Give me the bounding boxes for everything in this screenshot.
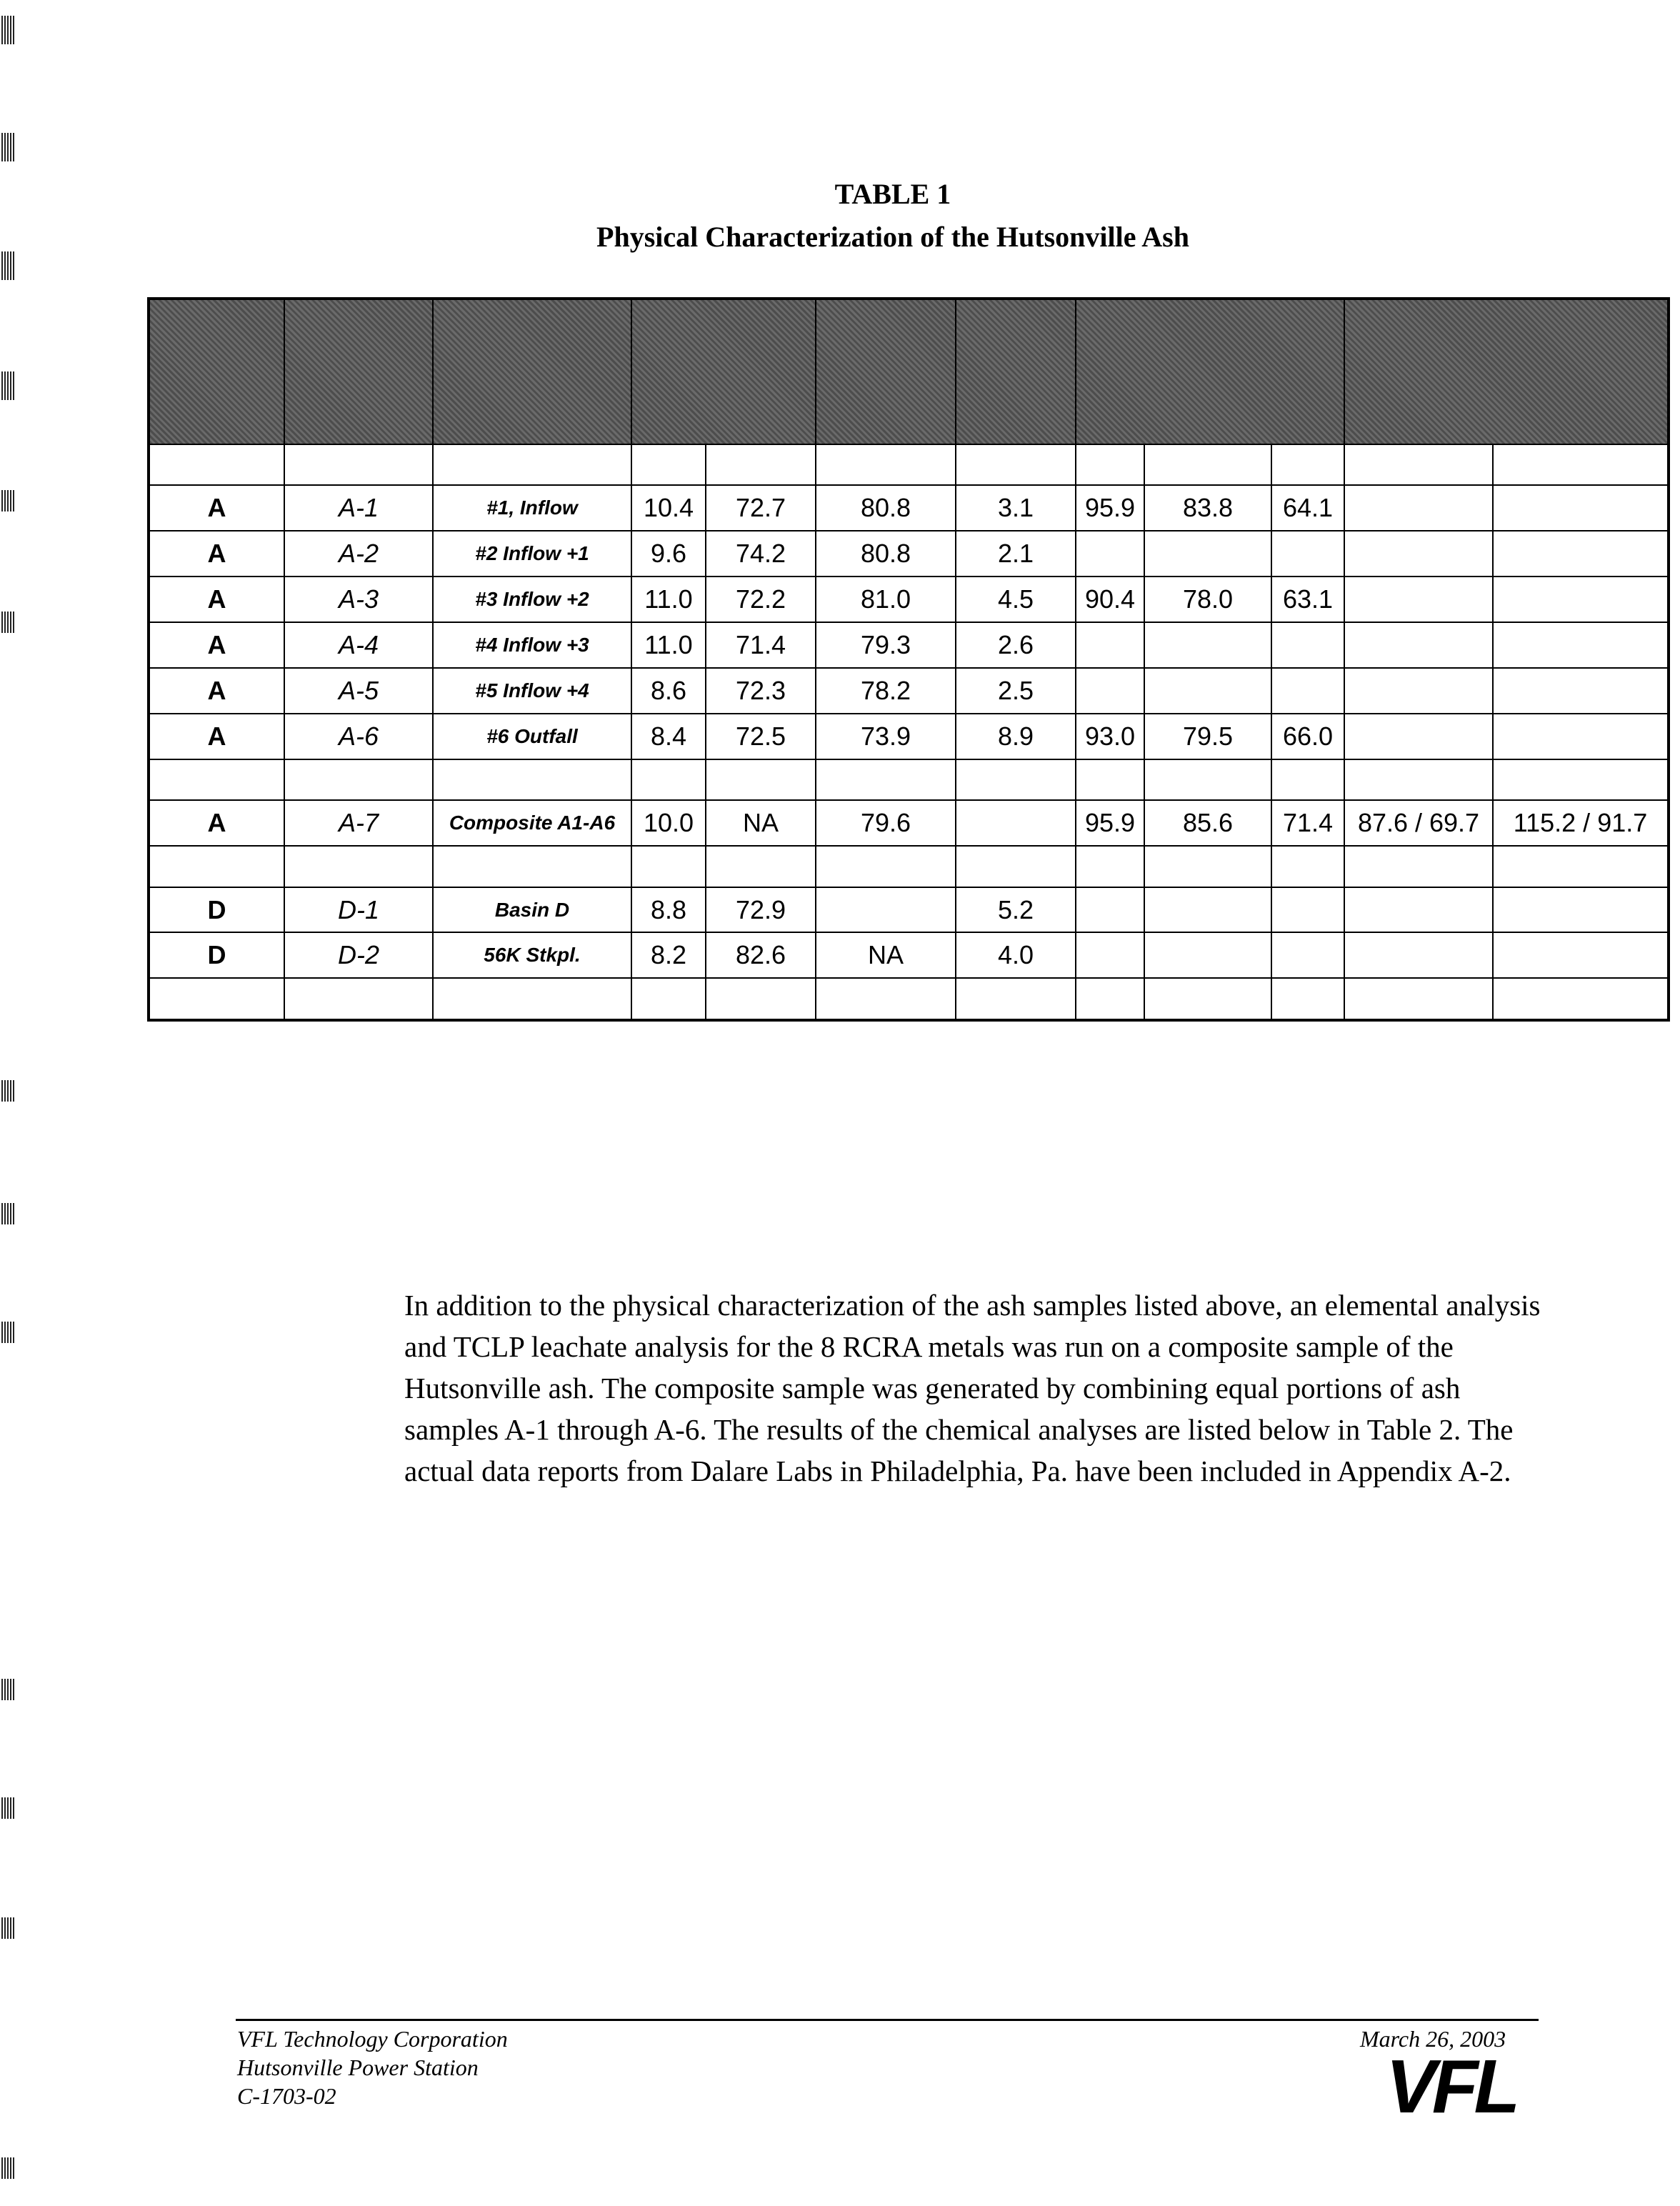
value-cell: 115.2 / 91.7 bbox=[1493, 800, 1669, 846]
value-cell: 4.0 bbox=[956, 932, 1076, 978]
scan-artifact bbox=[1, 1679, 14, 1700]
empty-cell bbox=[284, 978, 433, 1020]
empty-cell bbox=[816, 978, 956, 1020]
value-cell: 82.6 bbox=[706, 932, 816, 978]
header-cell bbox=[816, 299, 956, 444]
value-cell bbox=[1344, 531, 1493, 577]
empty-cell bbox=[433, 978, 631, 1020]
empty-cell bbox=[1076, 846, 1144, 887]
value-cell: 81.0 bbox=[816, 577, 956, 622]
sample-location-cell: #4 Inflow +3 bbox=[433, 622, 631, 668]
value-cell: 8.9 bbox=[956, 714, 1076, 759]
empty-cell bbox=[1493, 978, 1669, 1020]
sample-location-cell: #6 Outfall bbox=[433, 714, 631, 759]
value-cell: 95.9 bbox=[1076, 800, 1144, 846]
value-cell bbox=[1493, 668, 1669, 714]
value-cell bbox=[816, 887, 956, 933]
header-cell bbox=[1076, 299, 1344, 444]
value-cell bbox=[1144, 887, 1271, 933]
empty-cell bbox=[1144, 444, 1271, 485]
value-cell: 8.8 bbox=[631, 887, 706, 933]
value-cell: NA bbox=[816, 932, 956, 978]
empty-cell bbox=[706, 759, 816, 800]
value-cell bbox=[1076, 932, 1144, 978]
value-cell: 10.4 bbox=[631, 485, 706, 531]
value-cell: 63.1 bbox=[1271, 577, 1344, 622]
table-row bbox=[149, 668, 1669, 714]
empty-cell bbox=[816, 846, 956, 887]
basin-cell: A bbox=[149, 577, 284, 622]
value-cell: 72.7 bbox=[706, 485, 816, 531]
empty-cell bbox=[284, 444, 433, 485]
basin-cell: A bbox=[149, 622, 284, 668]
sample-location-cell: #3 Inflow +2 bbox=[433, 577, 631, 622]
sample-number-cell: D-1 bbox=[284, 887, 433, 933]
empty-cell bbox=[1144, 978, 1271, 1020]
scan-artifact bbox=[1, 1917, 14, 1939]
value-cell: 85.6 bbox=[1144, 800, 1271, 846]
scan-artifact bbox=[1, 1322, 14, 1343]
scan-artifact bbox=[1, 612, 14, 633]
scan-artifact bbox=[1, 133, 14, 161]
value-cell: 95.9 bbox=[1076, 485, 1144, 531]
empty-cell bbox=[631, 978, 706, 1020]
basin-cell: D bbox=[149, 887, 284, 933]
blank-row bbox=[149, 759, 1669, 800]
empty-cell bbox=[1493, 846, 1669, 887]
value-cell bbox=[1493, 932, 1669, 978]
value-cell bbox=[1344, 577, 1493, 622]
table-body bbox=[149, 299, 1669, 1020]
table-row bbox=[149, 577, 1669, 622]
value-cell: 80.8 bbox=[816, 485, 956, 531]
scan-artifact bbox=[1, 371, 14, 400]
empty-cell bbox=[1493, 759, 1669, 800]
value-cell bbox=[1076, 668, 1144, 714]
scan-artifact bbox=[1, 16, 14, 44]
value-cell bbox=[1493, 714, 1669, 759]
table-row bbox=[149, 485, 1669, 531]
empty-cell bbox=[149, 759, 284, 800]
value-cell: 8.4 bbox=[631, 714, 706, 759]
value-cell: 80.8 bbox=[816, 531, 956, 577]
basin-cell: D bbox=[149, 932, 284, 978]
empty-cell bbox=[816, 759, 956, 800]
value-cell: 87.6 / 69.7 bbox=[1344, 800, 1493, 846]
scan-artifact bbox=[1, 2157, 14, 2179]
value-cell bbox=[1076, 531, 1144, 577]
empty-cell bbox=[1144, 846, 1271, 887]
empty-cell bbox=[706, 444, 816, 485]
table-title: TABLE 1 bbox=[834, 178, 951, 210]
value-cell bbox=[1271, 668, 1344, 714]
footer-company: VFL Technology Corporation bbox=[237, 2026, 508, 2052]
empty-cell bbox=[1344, 978, 1493, 1020]
value-cell bbox=[1493, 485, 1669, 531]
value-cell: 72.9 bbox=[706, 887, 816, 933]
value-cell bbox=[1271, 932, 1344, 978]
header-cell bbox=[956, 299, 1076, 444]
empty-cell bbox=[706, 846, 816, 887]
header-cell bbox=[433, 299, 631, 444]
value-cell: 71.4 bbox=[1271, 800, 1344, 846]
basin-cell: A bbox=[149, 531, 284, 577]
blank-row bbox=[149, 978, 1669, 1020]
empty-cell bbox=[284, 846, 433, 887]
sample-number-cell: A-7 bbox=[284, 800, 433, 846]
value-cell: 4.5 bbox=[956, 577, 1076, 622]
value-cell: 64.1 bbox=[1271, 485, 1344, 531]
header-cell bbox=[1344, 299, 1669, 444]
vfl-logo: VFL bbox=[1386, 2045, 1516, 2129]
basin-cell: A bbox=[149, 485, 284, 531]
value-cell: 73.9 bbox=[816, 714, 956, 759]
empty-cell bbox=[1344, 846, 1493, 887]
value-cell: 72.2 bbox=[706, 577, 816, 622]
empty-cell bbox=[149, 846, 284, 887]
empty-cell bbox=[1344, 444, 1493, 485]
value-cell: 79.3 bbox=[816, 622, 956, 668]
footer-date: March 26, 2003 bbox=[1360, 2026, 1506, 2052]
sample-location-cell: Basin D bbox=[433, 887, 631, 933]
sample-number-cell: A-3 bbox=[284, 577, 433, 622]
empty-cell bbox=[956, 846, 1076, 887]
characterization-table bbox=[147, 297, 1670, 1022]
body-paragraph: In addition to the physical characterization of the ash samples listed above, an elemental analysis and TCLP leachate analysis for the 8 RCRA metals was run on a composite sample of the Hutsonville ash. The composite sample was generated by combining equal portions of ash samples A-1 through A-6. The results of the chemical analyses are listed below in Table 2. The actual data reports from Dalare Labs in Philadelphia, Pa. have been included in Appendix A-2. bbox=[404, 1289, 1541, 1487]
empty-cell bbox=[1271, 978, 1344, 1020]
value-cell: 9.6 bbox=[631, 531, 706, 577]
value-cell: 10.0 bbox=[631, 800, 706, 846]
table-header-row bbox=[149, 299, 1669, 444]
value-cell: 78.0 bbox=[1144, 577, 1271, 622]
empty-cell bbox=[956, 978, 1076, 1020]
table-row bbox=[149, 932, 1669, 978]
value-cell bbox=[1144, 932, 1271, 978]
sample-number-cell: D-2 bbox=[284, 932, 433, 978]
value-cell: 2.1 bbox=[956, 531, 1076, 577]
value-cell: 90.4 bbox=[1076, 577, 1144, 622]
empty-cell bbox=[631, 444, 706, 485]
sample-location-cell: Composite A1-A6 bbox=[433, 800, 631, 846]
value-cell: NA bbox=[706, 800, 816, 846]
blank-row bbox=[149, 444, 1669, 485]
scan-artifact bbox=[1, 1203, 14, 1224]
empty-cell bbox=[433, 846, 631, 887]
scan-artifact bbox=[1, 490, 14, 511]
value-cell bbox=[1344, 887, 1493, 933]
value-cell bbox=[1344, 668, 1493, 714]
empty-cell bbox=[433, 759, 631, 800]
sample-number-cell: A-6 bbox=[284, 714, 433, 759]
sample-location-cell: #1, Inflow bbox=[433, 485, 631, 531]
scan-artifact bbox=[1, 251, 14, 280]
value-cell bbox=[1144, 531, 1271, 577]
empty-cell bbox=[956, 759, 1076, 800]
header-cell bbox=[631, 299, 816, 444]
value-cell: 83.8 bbox=[1144, 485, 1271, 531]
value-cell bbox=[1493, 577, 1669, 622]
value-cell: 2.5 bbox=[956, 668, 1076, 714]
footer-code: C-1703-02 bbox=[237, 2083, 336, 2109]
sample-location-cell: 56K Stkpl. bbox=[433, 932, 631, 978]
value-cell: 79.6 bbox=[816, 800, 956, 846]
empty-cell bbox=[1344, 759, 1493, 800]
header-cell bbox=[149, 299, 284, 444]
value-cell: 72.3 bbox=[706, 668, 816, 714]
sample-number-cell: A-1 bbox=[284, 485, 433, 531]
scan-artifact bbox=[1, 1797, 14, 1819]
value-cell bbox=[1493, 531, 1669, 577]
empty-cell bbox=[631, 846, 706, 887]
empty-cell bbox=[1076, 444, 1144, 485]
value-cell: 8.6 bbox=[631, 668, 706, 714]
empty-cell bbox=[706, 978, 816, 1020]
table-row bbox=[149, 531, 1669, 577]
empty-cell bbox=[149, 978, 284, 1020]
empty-cell bbox=[1271, 444, 1344, 485]
value-cell: 11.0 bbox=[631, 622, 706, 668]
value-cell: 8.2 bbox=[631, 932, 706, 978]
value-cell: 2.6 bbox=[956, 622, 1076, 668]
sample-number-cell: A-2 bbox=[284, 531, 433, 577]
value-cell bbox=[1076, 622, 1144, 668]
empty-cell bbox=[433, 444, 631, 485]
value-cell bbox=[1271, 887, 1344, 933]
value-cell bbox=[1076, 887, 1144, 933]
value-cell bbox=[1493, 887, 1669, 933]
table-row bbox=[149, 887, 1669, 933]
empty-cell bbox=[1271, 846, 1344, 887]
value-cell bbox=[1344, 622, 1493, 668]
empty-cell bbox=[1076, 759, 1144, 800]
empty-cell bbox=[284, 759, 433, 800]
value-cell: 78.2 bbox=[816, 668, 956, 714]
value-cell: 74.2 bbox=[706, 531, 816, 577]
value-cell: 72.5 bbox=[706, 714, 816, 759]
empty-cell bbox=[1493, 444, 1669, 485]
blank-row bbox=[149, 846, 1669, 887]
value-cell: 11.0 bbox=[631, 577, 706, 622]
value-cell: 79.5 bbox=[1144, 714, 1271, 759]
value-cell bbox=[956, 800, 1076, 846]
basin-cell: A bbox=[149, 800, 284, 846]
empty-cell bbox=[816, 444, 956, 485]
basin-cell: A bbox=[149, 668, 284, 714]
value-cell: 3.1 bbox=[956, 485, 1076, 531]
empty-cell bbox=[1076, 978, 1144, 1020]
footer-rule bbox=[236, 2019, 1539, 2021]
value-cell: 93.0 bbox=[1076, 714, 1144, 759]
value-cell bbox=[1344, 485, 1493, 531]
empty-cell bbox=[1144, 759, 1271, 800]
value-cell: 66.0 bbox=[1271, 714, 1344, 759]
value-cell bbox=[1271, 622, 1344, 668]
basin-cell: A bbox=[149, 714, 284, 759]
empty-cell bbox=[1271, 759, 1344, 800]
sample-location-cell: #2 Inflow +1 bbox=[433, 531, 631, 577]
value-cell bbox=[1344, 932, 1493, 978]
value-cell bbox=[1144, 622, 1271, 668]
scan-artifact bbox=[1, 1080, 14, 1102]
value-cell bbox=[1144, 668, 1271, 714]
sample-number-cell: A-5 bbox=[284, 668, 433, 714]
value-cell bbox=[1344, 714, 1493, 759]
header-cell bbox=[284, 299, 433, 444]
empty-cell bbox=[149, 444, 284, 485]
empty-cell bbox=[956, 444, 1076, 485]
empty-cell bbox=[631, 759, 706, 800]
sample-location-cell: #5 Inflow +4 bbox=[433, 668, 631, 714]
sample-number-cell: A-4 bbox=[284, 622, 433, 668]
value-cell: 71.4 bbox=[706, 622, 816, 668]
table-row bbox=[149, 800, 1669, 846]
table-row bbox=[149, 714, 1669, 759]
value-cell bbox=[1493, 622, 1669, 668]
value-cell bbox=[1271, 531, 1344, 577]
value-cell: 5.2 bbox=[956, 887, 1076, 933]
footer-station: Hutsonville Power Station bbox=[237, 2055, 479, 2080]
table-subtitle: Physical Characterization of the Hutsonville Ash bbox=[596, 221, 1189, 253]
table-row bbox=[149, 622, 1669, 668]
